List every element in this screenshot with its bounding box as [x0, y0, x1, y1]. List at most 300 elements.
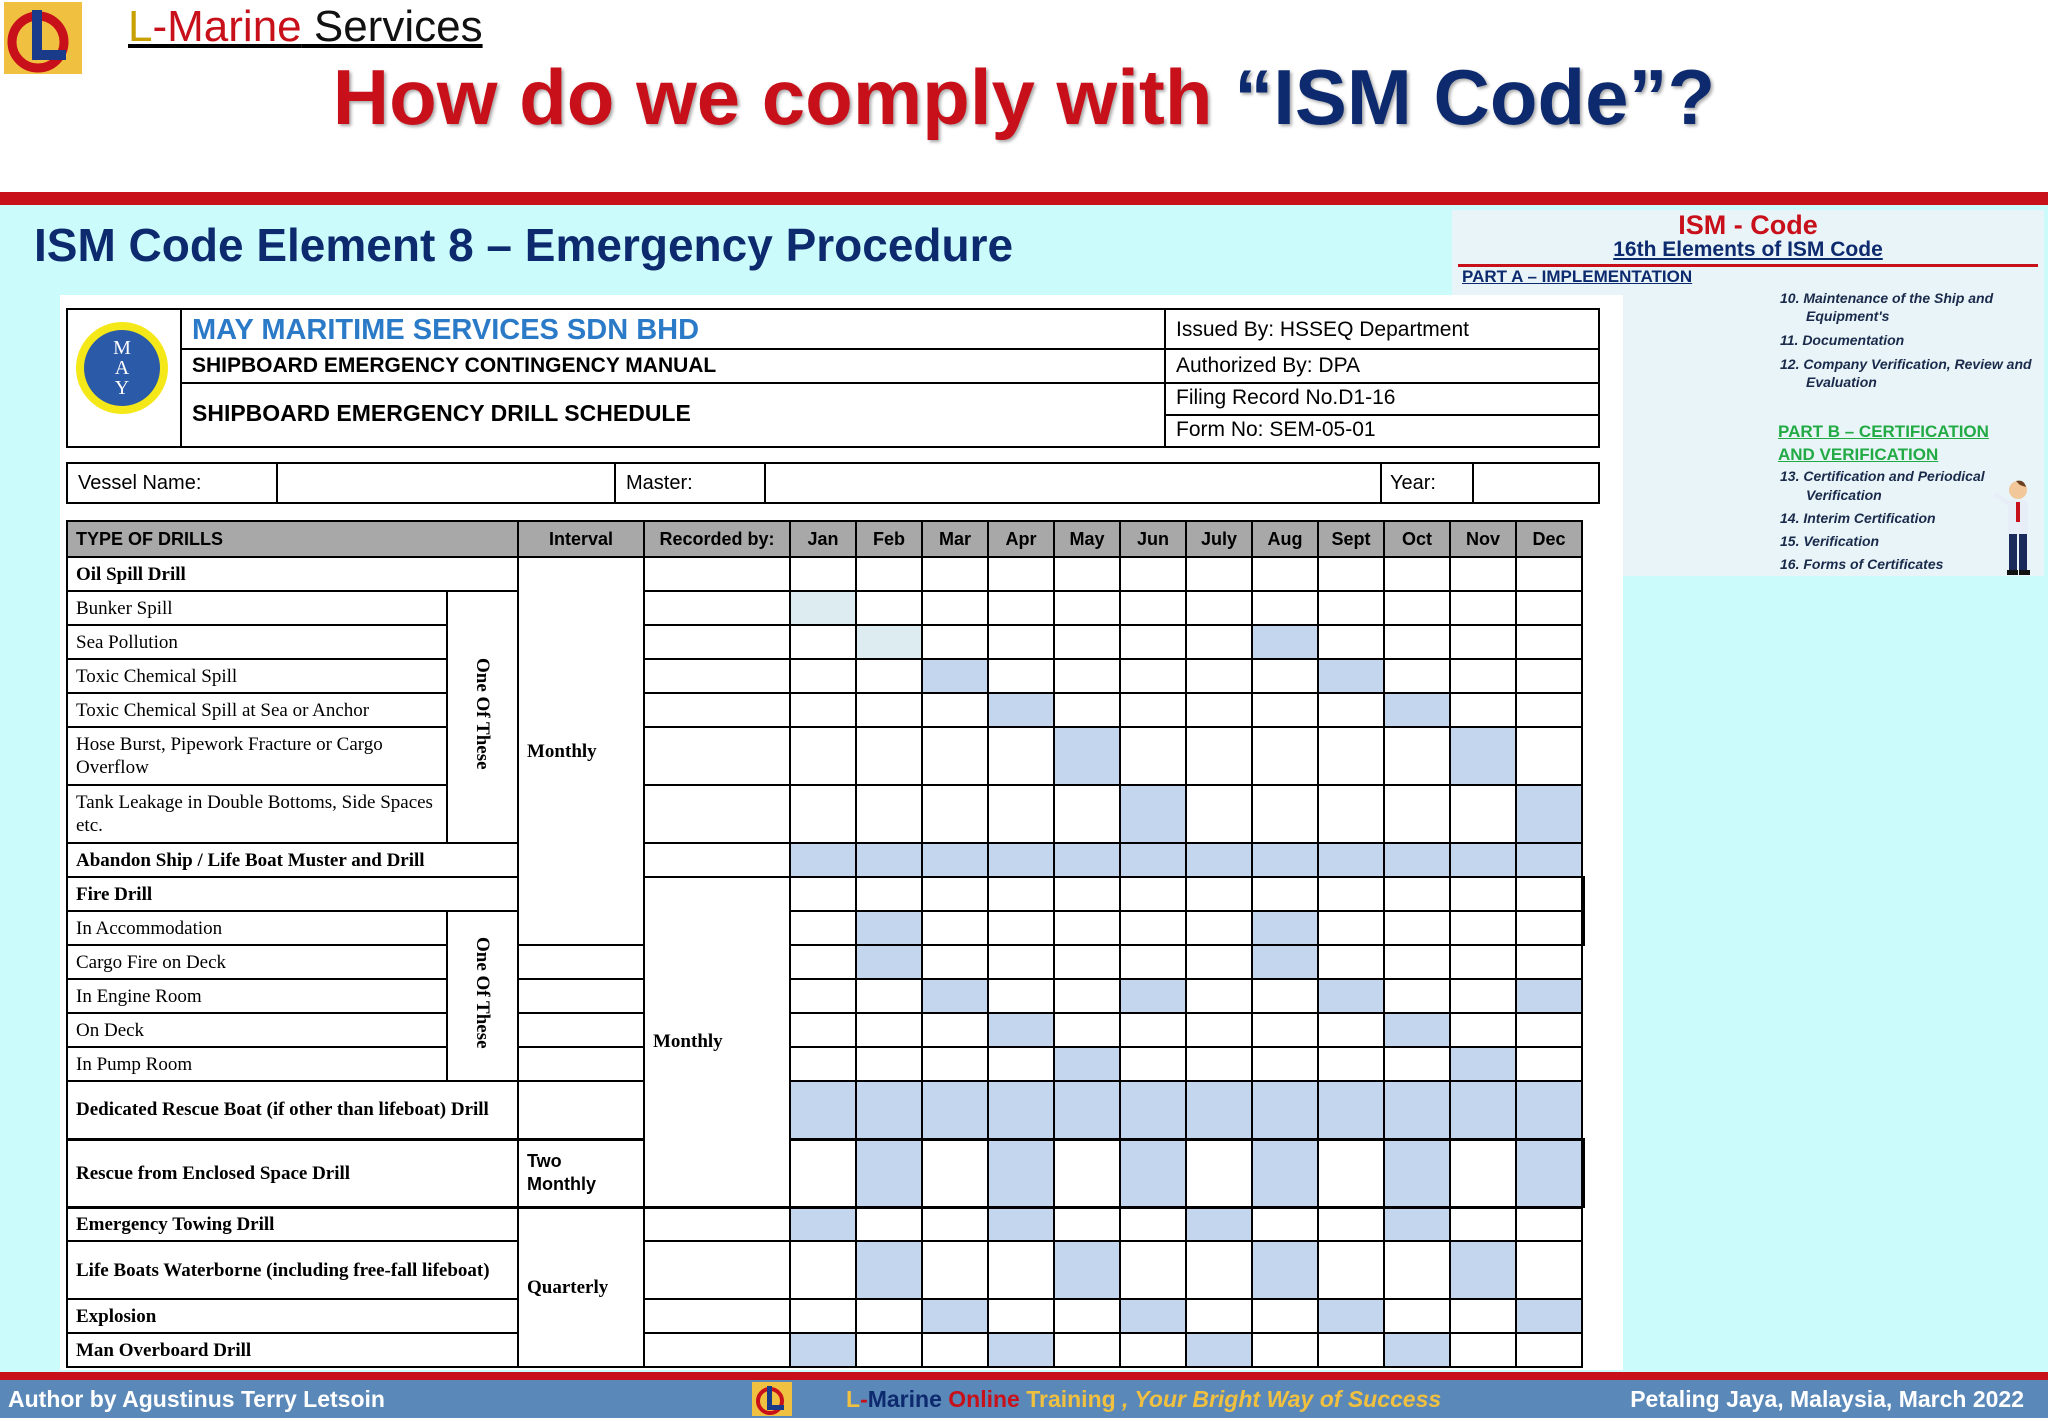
month-cell[interactable]	[790, 1081, 856, 1139]
month-cell[interactable]	[790, 625, 856, 659]
drill-row	[67, 1299, 1584, 1333]
month-cell[interactable]	[922, 945, 988, 979]
month-cell[interactable]	[1252, 1047, 1318, 1081]
month-cell[interactable]	[1252, 659, 1318, 693]
month-cell[interactable]	[1450, 1299, 1516, 1333]
month-cell[interactable]	[1384, 727, 1450, 785]
drill-row	[67, 557, 1584, 591]
month-cell[interactable]	[1252, 785, 1318, 843]
month-cell[interactable]	[922, 557, 988, 591]
month-cell[interactable]	[1384, 1333, 1450, 1367]
month-cell[interactable]	[988, 727, 1054, 785]
month-cell[interactable]	[1120, 1207, 1186, 1241]
drill-name: Abandon Ship / Life Boat Muster and Drill	[67, 843, 518, 877]
month-cell[interactable]	[1252, 1139, 1318, 1207]
month-cell[interactable]	[1318, 727, 1384, 785]
month-cell[interactable]	[988, 1047, 1054, 1081]
month-cell[interactable]	[790, 591, 856, 625]
month-cell[interactable]	[790, 843, 856, 877]
month-cell[interactable]	[1318, 1207, 1384, 1241]
month-cell[interactable]	[1186, 659, 1252, 693]
month-cell[interactable]	[1186, 843, 1252, 877]
month-cell[interactable]	[922, 693, 988, 727]
month-cell[interactable]	[790, 945, 856, 979]
month-cell[interactable]	[1252, 877, 1318, 911]
month-cell[interactable]	[1054, 1013, 1120, 1047]
month-cell[interactable]	[1252, 1299, 1318, 1333]
drill-name: Tank Leakage in Double Bottoms, Side Spaces etc.	[67, 785, 447, 843]
month-cell[interactable]	[922, 1081, 988, 1139]
month-cell[interactable]	[922, 1047, 988, 1081]
month-cell[interactable]	[1120, 1013, 1186, 1047]
ism-panel-title: ISM - Code	[1678, 210, 1818, 240]
header-cell: Jan	[790, 521, 856, 557]
month-cell[interactable]	[1516, 659, 1582, 693]
month-cell[interactable]	[1318, 659, 1384, 693]
month-cell[interactable]	[988, 1081, 1054, 1139]
month-cell[interactable]	[922, 1241, 988, 1299]
ism-item: 15. Verification	[1780, 533, 1880, 549]
header-rule	[180, 348, 1598, 350]
month-cell[interactable]	[988, 979, 1054, 1013]
month-cell[interactable]	[1450, 1081, 1516, 1139]
month-cell[interactable]	[1450, 557, 1516, 591]
month-cell[interactable]	[1318, 1241, 1384, 1299]
month-cell[interactable]	[1252, 1207, 1318, 1241]
field-divider	[1472, 464, 1474, 502]
month-cell[interactable]	[1516, 911, 1582, 945]
month-cell[interactable]	[1450, 1241, 1516, 1299]
month-cell[interactable]	[1318, 945, 1384, 979]
month-cell[interactable]	[1384, 693, 1450, 727]
month-cell[interactable]	[1516, 557, 1582, 591]
month-cell[interactable]	[1120, 1047, 1186, 1081]
month-cell[interactable]	[1054, 659, 1120, 693]
header-divider	[1164, 310, 1166, 446]
month-cell[interactable]	[1516, 1299, 1582, 1333]
month-cell[interactable]	[922, 911, 988, 945]
month-cell[interactable]	[1252, 1013, 1318, 1047]
month-cell[interactable]	[1582, 1139, 1584, 1207]
part-a-heading: PART A – IMPLEMENTATION	[1462, 267, 1693, 286]
month-cell[interactable]	[1054, 911, 1120, 945]
month-cell[interactable]	[922, 877, 988, 911]
month-cell[interactable]	[1054, 979, 1120, 1013]
month-cell[interactable]	[1252, 625, 1318, 659]
month-cell[interactable]	[1318, 1299, 1384, 1333]
month-cell[interactable]	[1120, 1081, 1186, 1139]
month-cell[interactable]	[856, 1241, 922, 1299]
month-cell[interactable]	[988, 843, 1054, 877]
month-cell[interactable]	[1384, 979, 1450, 1013]
month-cell[interactable]	[1252, 591, 1318, 625]
month-cell[interactable]	[1252, 1241, 1318, 1299]
recorded-by-cell[interactable]	[644, 1241, 790, 1299]
month-cell[interactable]	[1252, 557, 1318, 591]
month-cell[interactable]	[1318, 785, 1384, 843]
recorded-by-cell[interactable]	[644, 625, 790, 659]
recorded-by-cell[interactable]	[644, 557, 790, 591]
month-cell[interactable]	[1318, 843, 1384, 877]
drill-row	[67, 1081, 1584, 1139]
month-cell[interactable]	[1384, 843, 1450, 877]
month-cell[interactable]	[856, 1081, 922, 1139]
month-cell[interactable]	[856, 979, 922, 1013]
month-cell[interactable]	[1318, 591, 1384, 625]
month-cell[interactable]	[790, 693, 856, 727]
month-cell[interactable]	[1120, 557, 1186, 591]
month-cell[interactable]	[1450, 843, 1516, 877]
recorded-by-cell[interactable]	[644, 727, 790, 785]
may-logo-letters	[92, 336, 152, 400]
form-number: Form No: SEM-05-01	[1176, 418, 1376, 441]
month-cell[interactable]	[1186, 625, 1252, 659]
month-cell[interactable]	[1120, 1241, 1186, 1299]
month-cell[interactable]	[856, 1333, 922, 1367]
month-cell[interactable]	[1450, 1207, 1516, 1241]
month-cell[interactable]	[1252, 843, 1318, 877]
recorded-by-cell[interactable]	[518, 1081, 644, 1139]
month-cell[interactable]	[1120, 693, 1186, 727]
month-cell[interactable]	[922, 1333, 988, 1367]
month-cell[interactable]	[790, 1047, 856, 1081]
month-cell[interactable]	[1384, 557, 1450, 591]
month-cell[interactable]	[1384, 1081, 1450, 1139]
month-cell[interactable]	[1516, 1333, 1582, 1367]
month-cell[interactable]	[1252, 979, 1318, 1013]
month-cell[interactable]	[856, 1207, 922, 1241]
month-cell[interactable]	[1450, 1013, 1516, 1047]
month-cell[interactable]	[1384, 877, 1450, 911]
recorded-by-cell[interactable]	[644, 785, 790, 843]
month-cell[interactable]	[988, 911, 1054, 945]
header-cell: Apr	[988, 521, 1054, 557]
month-cell[interactable]	[1054, 727, 1120, 785]
month-cell[interactable]	[856, 693, 922, 727]
month-cell[interactable]	[1318, 979, 1384, 1013]
month-cell[interactable]	[1516, 1241, 1582, 1299]
month-cell[interactable]	[1516, 591, 1582, 625]
month-cell[interactable]	[1318, 625, 1384, 659]
month-cell[interactable]	[1252, 727, 1318, 785]
month-cell[interactable]	[1516, 1207, 1582, 1241]
month-cell[interactable]	[1384, 1139, 1450, 1207]
month-cell[interactable]	[1054, 1047, 1120, 1081]
month-cell[interactable]	[856, 1013, 922, 1047]
one-of-these-text: One Of These	[472, 658, 493, 770]
month-cell[interactable]	[1384, 1241, 1450, 1299]
recorded-by-cell[interactable]	[518, 945, 644, 979]
month-cell[interactable]	[1450, 945, 1516, 979]
month-cell[interactable]	[1120, 911, 1186, 945]
header-cell: Dec	[1516, 521, 1582, 557]
month-cell[interactable]	[1450, 591, 1516, 625]
month-cell[interactable]	[856, 659, 922, 693]
month-cell[interactable]	[1186, 1081, 1252, 1139]
month-cell[interactable]	[1252, 1081, 1318, 1139]
month-cell[interactable]	[790, 785, 856, 843]
month-cell[interactable]	[1450, 1047, 1516, 1081]
month-cell[interactable]	[1054, 1207, 1120, 1241]
month-cell[interactable]	[1516, 843, 1582, 877]
month-cell[interactable]	[1450, 659, 1516, 693]
month-cell[interactable]	[1054, 785, 1120, 843]
header-divider	[180, 310, 182, 446]
svg-text:M: M	[113, 337, 131, 359]
month-cell[interactable]	[1516, 1081, 1582, 1139]
month-cell[interactable]	[1054, 625, 1120, 659]
interval-cell: Two Monthly	[518, 1139, 644, 1207]
month-cell[interactable]	[1318, 877, 1384, 911]
month-cell[interactable]	[790, 1013, 856, 1047]
month-cell[interactable]	[1384, 945, 1450, 979]
month-cell[interactable]	[1384, 1207, 1450, 1241]
recorded-by-cell[interactable]	[644, 693, 790, 727]
month-cell[interactable]	[790, 1241, 856, 1299]
month-cell[interactable]	[1186, 1299, 1252, 1333]
month-cell[interactable]	[988, 1139, 1054, 1207]
month-cell[interactable]	[1450, 979, 1516, 1013]
header-cell: Mar	[922, 521, 988, 557]
recorded-by-cell[interactable]	[790, 911, 856, 945]
month-cell[interactable]	[988, 1241, 1054, 1299]
month-cell[interactable]	[1120, 1139, 1186, 1207]
month-cell[interactable]	[922, 785, 988, 843]
month-cell[interactable]	[1120, 843, 1186, 877]
month-cell[interactable]	[790, 979, 856, 1013]
presenter-figure	[1992, 478, 2040, 578]
month-cell[interactable]	[1186, 693, 1252, 727]
month-cell[interactable]	[856, 945, 922, 979]
month-cell[interactable]	[1384, 1013, 1450, 1047]
month-cell[interactable]	[922, 1299, 988, 1333]
recorded-by-cell[interactable]	[790, 1139, 856, 1207]
month-cell[interactable]	[1120, 727, 1186, 785]
month-cell[interactable]	[1318, 1013, 1384, 1047]
month-cell[interactable]	[1120, 877, 1186, 911]
month-cell[interactable]	[856, 843, 922, 877]
month-cell[interactable]	[1186, 1047, 1252, 1081]
month-cell[interactable]	[1450, 785, 1516, 843]
month-cell[interactable]	[1186, 979, 1252, 1013]
month-cell[interactable]	[922, 591, 988, 625]
month-cell[interactable]	[1252, 945, 1318, 979]
month-cell[interactable]	[988, 877, 1054, 911]
month-cell[interactable]	[1054, 1299, 1120, 1333]
year-label: Year:	[1390, 472, 1436, 494]
recorded-by-cell[interactable]	[518, 979, 644, 1013]
month-cell[interactable]	[988, 591, 1054, 625]
recorded-by-cell[interactable]	[644, 843, 790, 877]
month-cell[interactable]	[1384, 785, 1450, 843]
month-cell[interactable]	[922, 1013, 988, 1047]
month-cell[interactable]	[790, 1299, 856, 1333]
month-cell[interactable]	[1186, 1241, 1252, 1299]
recorded-by-cell[interactable]	[644, 1207, 790, 1241]
month-cell[interactable]	[1384, 625, 1450, 659]
month-cell[interactable]	[1186, 727, 1252, 785]
month-cell[interactable]	[922, 727, 988, 785]
month-cell[interactable]	[988, 1013, 1054, 1047]
month-cell[interactable]	[856, 877, 922, 911]
month-cell[interactable]	[1450, 1333, 1516, 1367]
month-cell[interactable]	[1516, 1139, 1582, 1207]
one-of-these-text: One Of These	[472, 937, 493, 1049]
month-cell[interactable]	[1186, 1207, 1252, 1241]
drill-row	[67, 1207, 1584, 1241]
month-cell[interactable]	[1054, 1241, 1120, 1299]
ism-item: Verification	[1806, 487, 1882, 503]
month-cell[interactable]	[1450, 911, 1516, 945]
recorded-by-cell[interactable]	[644, 659, 790, 693]
month-cell[interactable]	[922, 1139, 988, 1207]
month-cell[interactable]	[922, 659, 988, 693]
header-rule	[180, 382, 1598, 384]
month-cell[interactable]	[1120, 945, 1186, 979]
month-cell[interactable]	[1384, 1047, 1450, 1081]
month-cell[interactable]	[988, 659, 1054, 693]
month-cell[interactable]	[1054, 1081, 1120, 1139]
month-cell[interactable]	[1054, 877, 1120, 911]
month-cell[interactable]	[1384, 911, 1450, 945]
month-cell[interactable]	[790, 1207, 856, 1241]
month-cell[interactable]	[988, 1299, 1054, 1333]
month-cell[interactable]	[988, 945, 1054, 979]
month-cell[interactable]	[1384, 591, 1450, 625]
month-cell[interactable]	[922, 843, 988, 877]
drill-name: In Engine Room	[67, 979, 447, 1013]
month-cell[interactable]	[1318, 1081, 1384, 1139]
month-cell[interactable]	[1450, 877, 1516, 911]
month-cell[interactable]	[856, 591, 922, 625]
month-cell[interactable]	[1120, 591, 1186, 625]
month-cell[interactable]	[1120, 1333, 1186, 1367]
month-cell[interactable]	[1120, 1299, 1186, 1333]
month-cell[interactable]	[1054, 1139, 1120, 1207]
month-cell[interactable]	[1318, 693, 1384, 727]
month-cell[interactable]	[790, 727, 856, 785]
month-cell[interactable]	[1186, 911, 1252, 945]
recorded-by-cell[interactable]	[790, 877, 856, 911]
month-cell[interactable]	[1186, 877, 1252, 911]
month-cell[interactable]	[1252, 693, 1318, 727]
drill-name: Explosion	[67, 1299, 518, 1333]
month-cell[interactable]	[1186, 591, 1252, 625]
drill-row	[67, 1013, 1584, 1047]
month-cell[interactable]	[1120, 785, 1186, 843]
month-cell[interactable]	[922, 979, 988, 1013]
month-cell[interactable]	[988, 557, 1054, 591]
month-cell[interactable]	[1516, 1013, 1582, 1047]
month-cell[interactable]	[1384, 659, 1450, 693]
header-cell: Aug	[1252, 521, 1318, 557]
month-cell[interactable]	[1120, 625, 1186, 659]
footer-marine: Marine	[867, 1386, 942, 1412]
drill-name: On Deck	[67, 1013, 447, 1047]
month-cell[interactable]	[856, 785, 922, 843]
month-cell[interactable]	[1186, 945, 1252, 979]
month-cell[interactable]	[1516, 1047, 1582, 1081]
month-cell[interactable]	[988, 1333, 1054, 1367]
month-cell[interactable]	[1186, 785, 1252, 843]
month-cell[interactable]	[1252, 1333, 1318, 1367]
recorded-by-cell[interactable]	[644, 591, 790, 625]
month-cell[interactable]	[1186, 1139, 1252, 1207]
recorded-by-cell[interactable]	[518, 1013, 644, 1047]
month-cell[interactable]	[1582, 911, 1584, 945]
month-cell[interactable]	[1054, 843, 1120, 877]
month-cell[interactable]	[1318, 557, 1384, 591]
recorded-by-cell[interactable]	[644, 1333, 790, 1367]
month-cell[interactable]	[1252, 911, 1318, 945]
month-cell[interactable]	[856, 727, 922, 785]
month-cell[interactable]	[790, 1333, 856, 1367]
month-cell[interactable]	[1450, 727, 1516, 785]
month-cell[interactable]	[1384, 1299, 1450, 1333]
drill-name: Oil Spill Drill	[67, 557, 518, 591]
month-cell[interactable]	[1516, 945, 1582, 979]
month-cell[interactable]	[988, 785, 1054, 843]
month-cell[interactable]	[1516, 785, 1582, 843]
month-cell[interactable]	[856, 557, 922, 591]
recorded-by-cell[interactable]	[518, 1047, 644, 1081]
month-cell[interactable]	[1120, 979, 1186, 1013]
month-cell[interactable]	[1450, 693, 1516, 727]
month-cell[interactable]	[856, 625, 922, 659]
month-cell[interactable]	[1054, 693, 1120, 727]
month-cell[interactable]	[856, 911, 922, 945]
month-cell[interactable]	[1318, 1333, 1384, 1367]
month-cell[interactable]	[1450, 625, 1516, 659]
month-cell[interactable]	[988, 625, 1054, 659]
vessel-info-row	[66, 462, 1600, 504]
month-cell[interactable]	[988, 693, 1054, 727]
month-cell[interactable]	[1054, 1333, 1120, 1367]
recorded-by-cell[interactable]	[644, 1299, 790, 1333]
month-cell[interactable]	[1516, 625, 1582, 659]
month-cell[interactable]	[1450, 1139, 1516, 1207]
month-cell[interactable]	[1318, 1139, 1384, 1207]
month-cell[interactable]	[1516, 877, 1582, 911]
may-logo	[76, 322, 168, 414]
svg-text:Y: Y	[114, 377, 130, 399]
month-cell[interactable]	[1318, 911, 1384, 945]
month-cell[interactable]	[1054, 557, 1120, 591]
month-cell[interactable]	[1054, 945, 1120, 979]
month-cell[interactable]	[790, 659, 856, 693]
month-cell[interactable]	[856, 1139, 922, 1207]
month-cell[interactable]	[1054, 591, 1120, 625]
month-cell[interactable]	[1318, 1047, 1384, 1081]
month-cell[interactable]	[1516, 979, 1582, 1013]
month-cell[interactable]	[922, 625, 988, 659]
month-cell[interactable]	[1186, 1013, 1252, 1047]
month-cell[interactable]	[922, 1207, 988, 1241]
month-cell[interactable]	[1582, 877, 1584, 911]
drill-name: Emergency Towing Drill	[67, 1207, 518, 1241]
drill-name: In Pump Room	[67, 1047, 447, 1081]
month-cell[interactable]	[1516, 693, 1582, 727]
month-cell[interactable]	[1120, 659, 1186, 693]
month-cell[interactable]	[856, 1299, 922, 1333]
month-cell[interactable]	[988, 1207, 1054, 1241]
month-cell[interactable]	[1186, 557, 1252, 591]
manual-name: SHIPBOARD EMERGENCY CONTINGENCY MANUAL	[192, 354, 717, 377]
month-cell[interactable]	[856, 1047, 922, 1081]
month-cell[interactable]	[1186, 1333, 1252, 1367]
month-cell[interactable]	[1516, 727, 1582, 785]
month-cell[interactable]	[790, 557, 856, 591]
